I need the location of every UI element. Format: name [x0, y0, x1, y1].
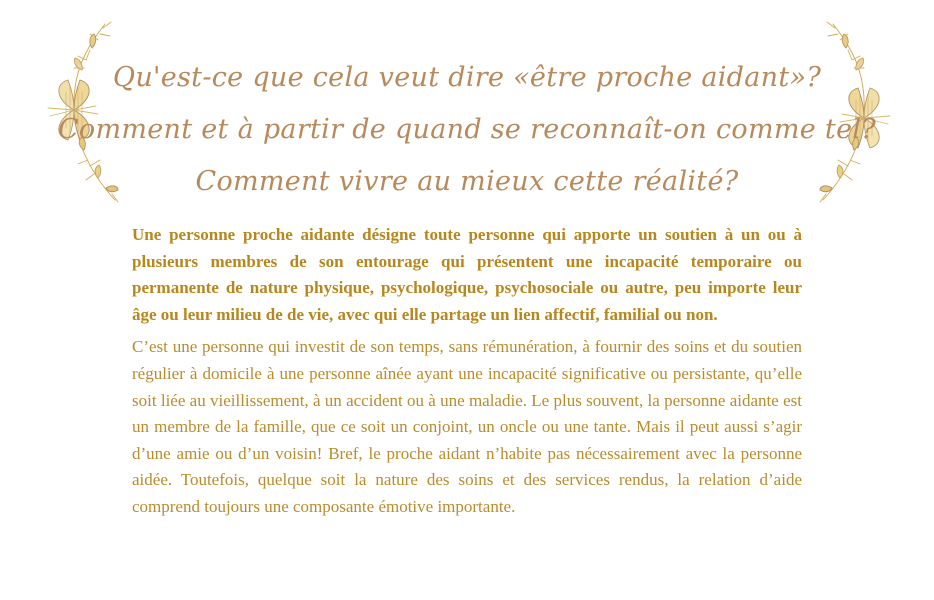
article-body [132, 222, 802, 521]
title-line-1: Qu'est-ce que cela veut dire «être proche aidant»? [112, 62, 822, 93]
description-paragraph: C’est une personne qui investit de son temps, sans rémunération, à fournir des soins et du soutien régulier à domicile à une personne aînée ayant une incapacité significative ou persistante, qu’elle soit liée au vieillissement, à un accident ou à une maladie. Le plus souvent, la personne aidante est un membre de la famille, que ce soit un conjoint, un oncle ou une tante. Mais il peut aussi s’agir d’une amie ou d’un voisin! Bref, le proche aidant n’habite pas nécessairement avec la personne aidée. Toutefois, quelque soit la nature des soins et des services rendus, la relation d’aide comprend toujours une composante émotive importante. [132, 337, 802, 516]
page-title [0, 52, 934, 208]
definition-paragraph: Une personne proche aidante désigne toute personne qui apporte un soutien à un ou à plusieurs membres de son entourage qui présentent une incapacité temporaire ou permanente de nature physique, psychologique, psychosociale ou autre, peu importe leur âge ou leur milieu de de vie, avec qui elle partage un lien affectif, familial ou non. [132, 225, 802, 324]
title-line-3: Comment vivre au mieux cette réalité? [195, 166, 739, 197]
title-line-2: Comment et à partir de quand se reconnaît-on comme tel? [57, 114, 877, 145]
page-header [0, 0, 934, 210]
